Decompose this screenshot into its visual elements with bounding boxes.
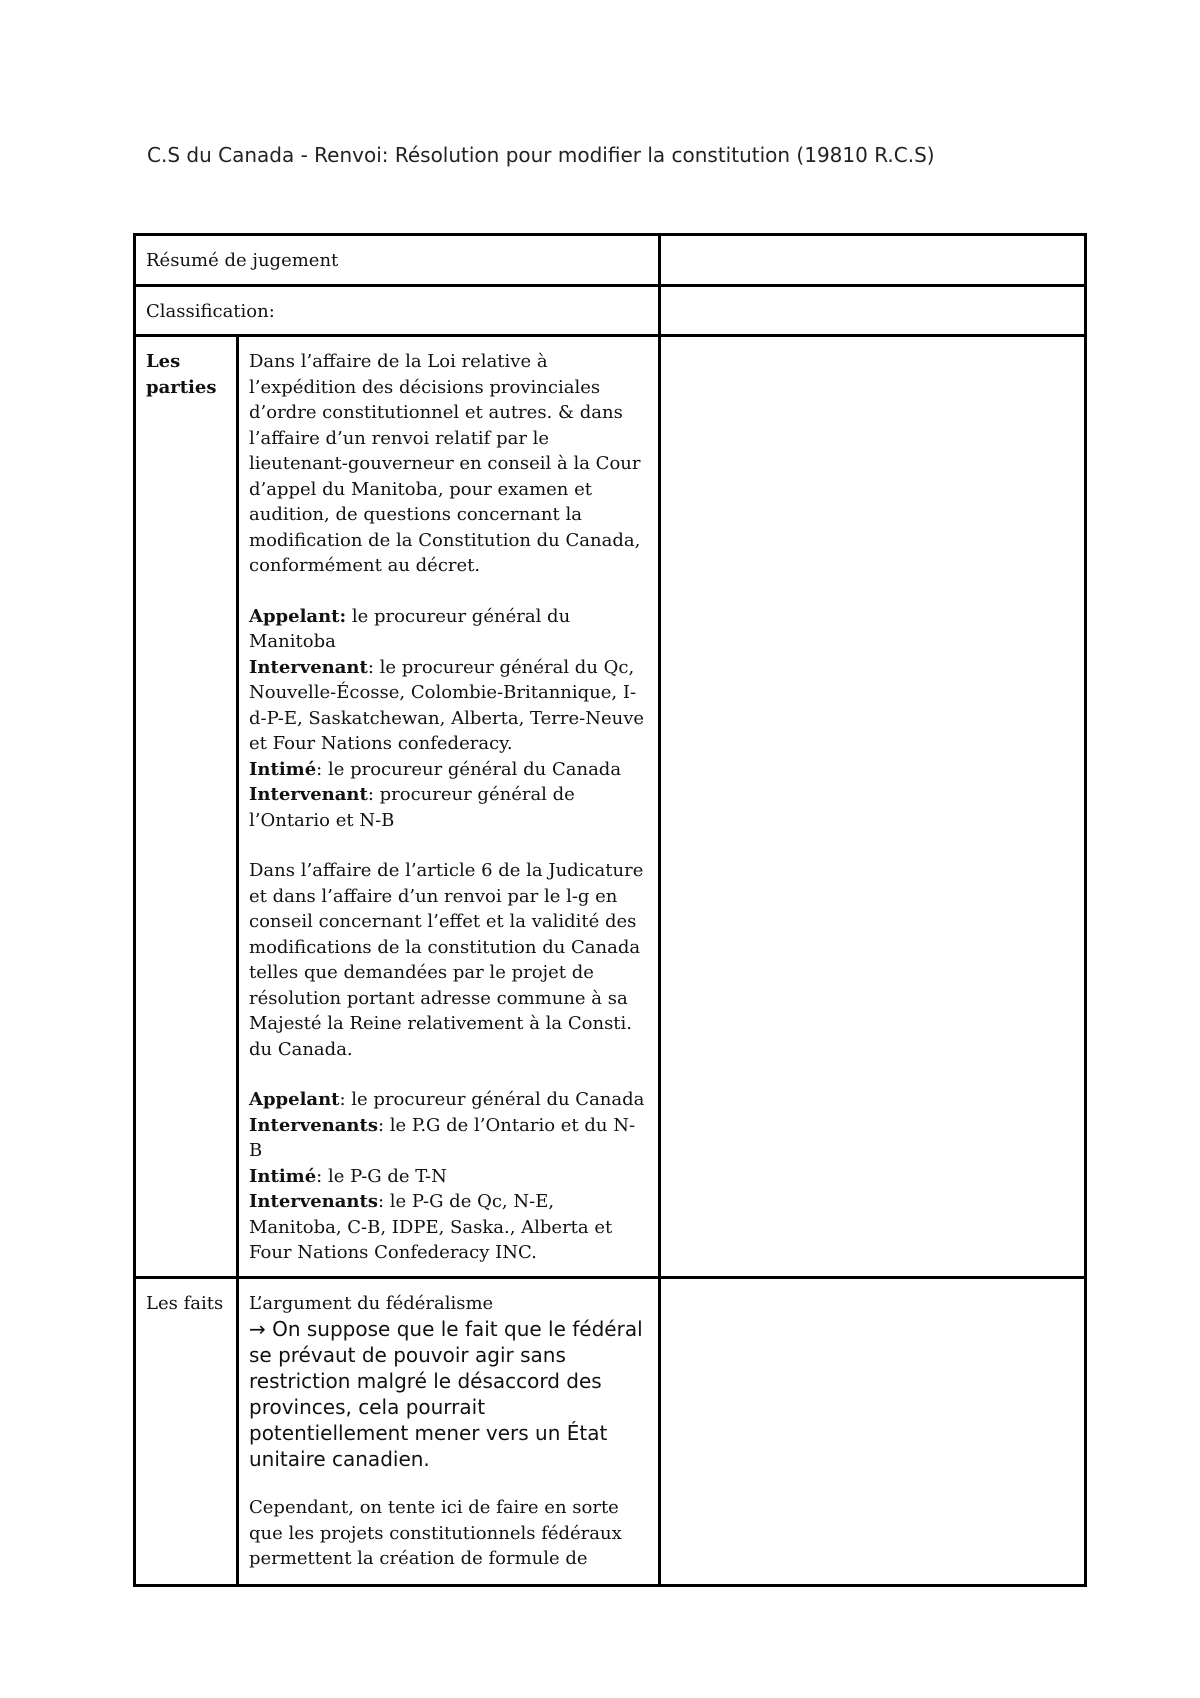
party-entry xyxy=(249,657,644,755)
party-text: : le procureur général du Qc, Nouvelle-Écosse, Colombie-Britannique, I-d-P-E, Saskatchewan, Alberta, Terre-Neuve et Four Nations confederacy. xyxy=(249,656,645,754)
faits-label-cell xyxy=(135,1277,238,1585)
table-row-classification xyxy=(135,285,1086,336)
party-role: Intervenant xyxy=(249,784,368,805)
parties-notes-cell xyxy=(660,336,1086,1278)
party-entry xyxy=(249,784,575,831)
party-text: : le procureur général du Canada xyxy=(339,1089,645,1110)
faits-content-cell xyxy=(238,1277,660,1585)
party-role: Intimé xyxy=(249,758,317,780)
resume-value-cell xyxy=(660,235,1086,286)
table-row-faits xyxy=(135,1277,1086,1585)
faits-label: Les faits xyxy=(146,1292,224,1314)
party-entry xyxy=(249,1115,635,1162)
party-text: : le P-G de Qc, N-E, Manitoba, C-B, IDPE, Saska., Alberta et Four Nations Confederacy INC. xyxy=(249,1191,613,1263)
party-text: : procureur général de l’Ontario et N-B xyxy=(249,784,575,831)
faits-paragraph: Cependant, on tente ici de faire en sorte que les projets constitutionnels fédéraux permettent la création de formule de xyxy=(249,1497,622,1569)
party-role: Appelant: xyxy=(249,605,347,627)
table-row-parties xyxy=(135,336,1086,1278)
party-role: Intervenant xyxy=(249,656,368,678)
faits-arrow-text: → On suppose que le fait que le fédéral se prévaut de pouvoir agir sans restriction malgré le désaccord des provinces, cela pourrait potentiellement mener vers un État unitaire canadien. xyxy=(249,1317,643,1471)
faits-notes-cell xyxy=(660,1277,1086,1585)
document-title: C.S du Canada - Renvoi: Résolution pour modifier la constitution (19810 R.C.S) xyxy=(147,143,935,167)
classification-label: Classification: xyxy=(146,300,275,322)
resume-label-cell xyxy=(135,235,660,286)
party-role: Appelant xyxy=(249,1089,340,1110)
parties-group-1 xyxy=(249,604,648,834)
party-entry xyxy=(249,1166,447,1187)
party-entry xyxy=(249,1191,612,1263)
parties-paragraph-1: Dans l’affaire de la Loi relative à l’expédition des décisions provinciales d’ordre constitutionnel et autres. & dans l’affaire d’un renvoi relatif par le lieutenant-gouverneur en conseil à la Cour d’appel du Manitoba, pour examen et audition, de questions concernant la modification de la Constitution du Canada, conformément au décret. xyxy=(249,351,641,576)
resume-label: Résumé de jugement xyxy=(146,250,339,271)
table-row-resume xyxy=(135,235,1086,286)
party-entry xyxy=(249,759,621,780)
classification-value-cell xyxy=(660,285,1086,336)
party-entry xyxy=(249,606,570,653)
party-text: : le P.G de l’Ontario et du N-B xyxy=(249,1114,636,1161)
party-role: Intervenants xyxy=(249,1191,378,1212)
classification-label-cell xyxy=(135,285,660,336)
parties-label-cell xyxy=(135,336,238,1278)
party-text: le procureur général du Manitoba xyxy=(249,605,571,652)
party-role: Intimé xyxy=(249,1165,317,1187)
parties-group-2 xyxy=(249,1087,648,1266)
party-text: : le P-G de T-N xyxy=(316,1165,447,1187)
judgment-summary-table xyxy=(133,233,1087,1587)
party-text: : le procureur général du Canada xyxy=(316,758,622,780)
party-entry xyxy=(249,1089,644,1110)
party-role: Intervenants xyxy=(249,1114,378,1136)
parties-paragraph-2: Dans l’affaire de l’article 6 de la Judicature et dans l’affaire d’un renvoi par le l-g en conseil concernant l’effet et la validité des modifications de la constitution du Canada telles que demandées par le projet de résolution portant adresse commune à sa Majesté la Reine relativement à la Consti. du Canada. xyxy=(249,860,644,1060)
parties-content-cell xyxy=(238,336,660,1278)
parties-label: Les parties xyxy=(146,351,217,398)
faits-heading: L’argument du fédéralisme xyxy=(249,1292,494,1314)
